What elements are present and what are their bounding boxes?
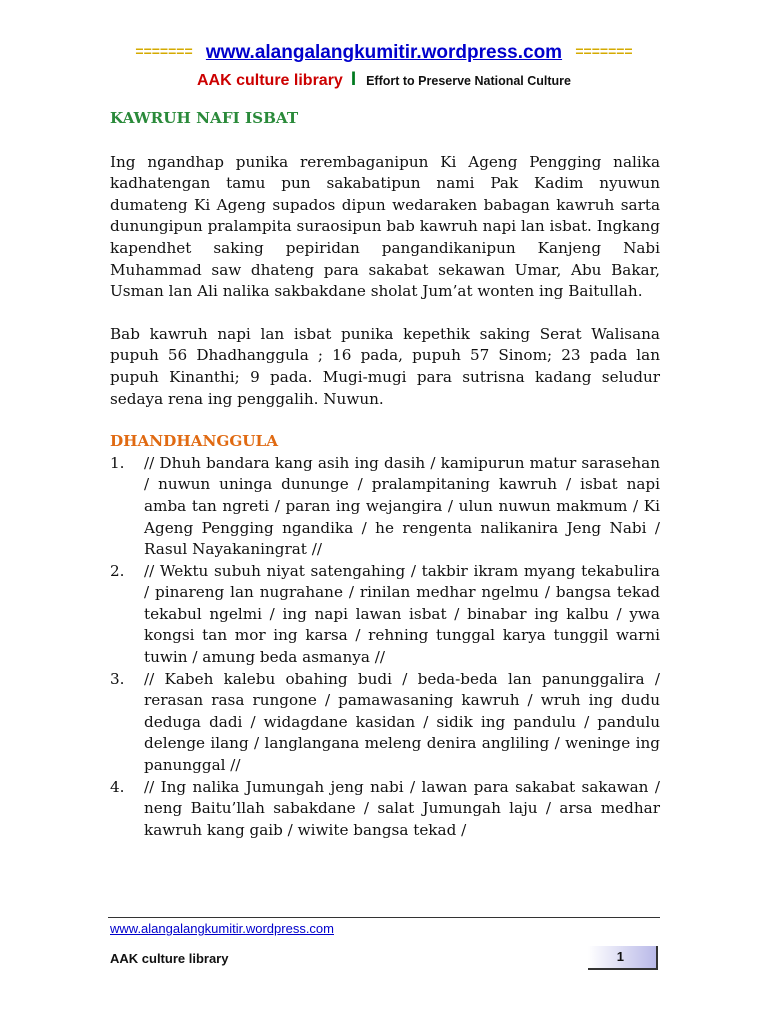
section-heading: DHANDHANGGULA: [110, 432, 279, 451]
verse-item: [110, 453, 660, 561]
page-number: 1: [616, 949, 624, 964]
source-paragraph: Bab kawruh napi lan isbat punika kepethik saking Serat Walisana pupuh 56 Dhadhanggula ; 16 pada, pupuh 57 Sinom; 23 pada lan pupuh Kinanthi; 9 pada. Mugi-mugi para sutrisna kadang seludur sedaya rena ing penggalih. Nuwun.: [110, 324, 660, 408]
page-number-box: [588, 946, 658, 970]
verse-number: 2.: [110, 561, 125, 580]
verse-number: 4.: [110, 777, 125, 796]
verse-text: // Wektu subuh niyat satengahing / takbir ikram myang tekabulira / pinareng lan nugrahane / rinilan medhar ngelmu / bangsa tekad tekabul ngelmi / ing napi lawan isbat / binabar ing kalbu / ywa kongsi tan mor ing karsa / rehning tunggal karya tunggil warni tuwin / amung beda asmanya //: [144, 561, 660, 667]
footer-site-link[interactable]: www.alangalangkumitir.wordpress.com: [110, 921, 334, 936]
header-separator: I: [350, 69, 357, 90]
verse-item: [110, 669, 660, 777]
verse-item: [110, 777, 660, 842]
verse-list: [110, 453, 660, 842]
footer-divider: [108, 917, 660, 918]
header-url-line: [0, 42, 768, 64]
header-tagline: Effort to Preserve National Culture: [366, 74, 571, 88]
verse-text: // Ing nalika Jumungah jeng nabi / lawan para sakabat sakawan / neng Baitu’llah sabakdane / salat Jumungah laju / arsa medhar kawruh kang gaib / wiwite bangsa tekad /: [144, 777, 660, 839]
verse-text: // Dhuh bandara kang asih ing dasih / kamipurun matur sarasehan / nuwun uninga dununge / pralampitaning kawruh / isbat napi amba tan ngreti / paran ing wejangira / ulun nuwun makmum / Ki Ageng Pengging ngandika / he rengenta nalikanira Jeng Nabi / Rasul Nayakaningrat //: [144, 453, 660, 559]
intro-paragraph: Ing ngandhap punika rerembaganipun Ki Ageng Pengging nalika kadhatengan tamu pun sakabatipun nami Pak Kadim nyuwun dumateng Ki Ageng supados dipun wedaraken babagan kawruh sarta dunungipun pralampita suraosipun bab kawruh napi lan isbat. Ingkang kapendhet saking pepiridan pangandikanipun Kanjeng Nabi Muhammad saw dhateng para sakabat sekawan Umar, Abu Bakar, Usman lan Ali nalika sakbakdane sholat Jum’at wonten ing Baitullah.: [110, 152, 660, 301]
document-body: [110, 108, 660, 841]
header-library-name: AAK culture library: [197, 72, 343, 89]
header-subtitle: [0, 69, 768, 91]
verse-text: // Kabeh kalebu obahing budi / beda-beda lan panunggalira / rerasan rasa rungone / pamawasaning kawruh / wruh ing dudu deduga dadi / widagdane kasidan / sidik ing pandulu / pandulu delenge ilang / langlangana meleng denira angliling / weninge ing panunggal //: [144, 669, 660, 775]
header-equals-right: =======: [575, 43, 633, 59]
header-equals-left: =======: [135, 43, 193, 59]
verse-number: 1.: [110, 453, 125, 472]
header-site-link[interactable]: www.alangalangkumitir.wordpress.com: [205, 42, 563, 63]
verse-number: 3.: [110, 669, 125, 688]
verse-item: [110, 561, 660, 669]
footer-library-name: AAK culture library: [110, 951, 229, 966]
document-title: KAWRUH NAFI ISBAT: [110, 109, 299, 127]
